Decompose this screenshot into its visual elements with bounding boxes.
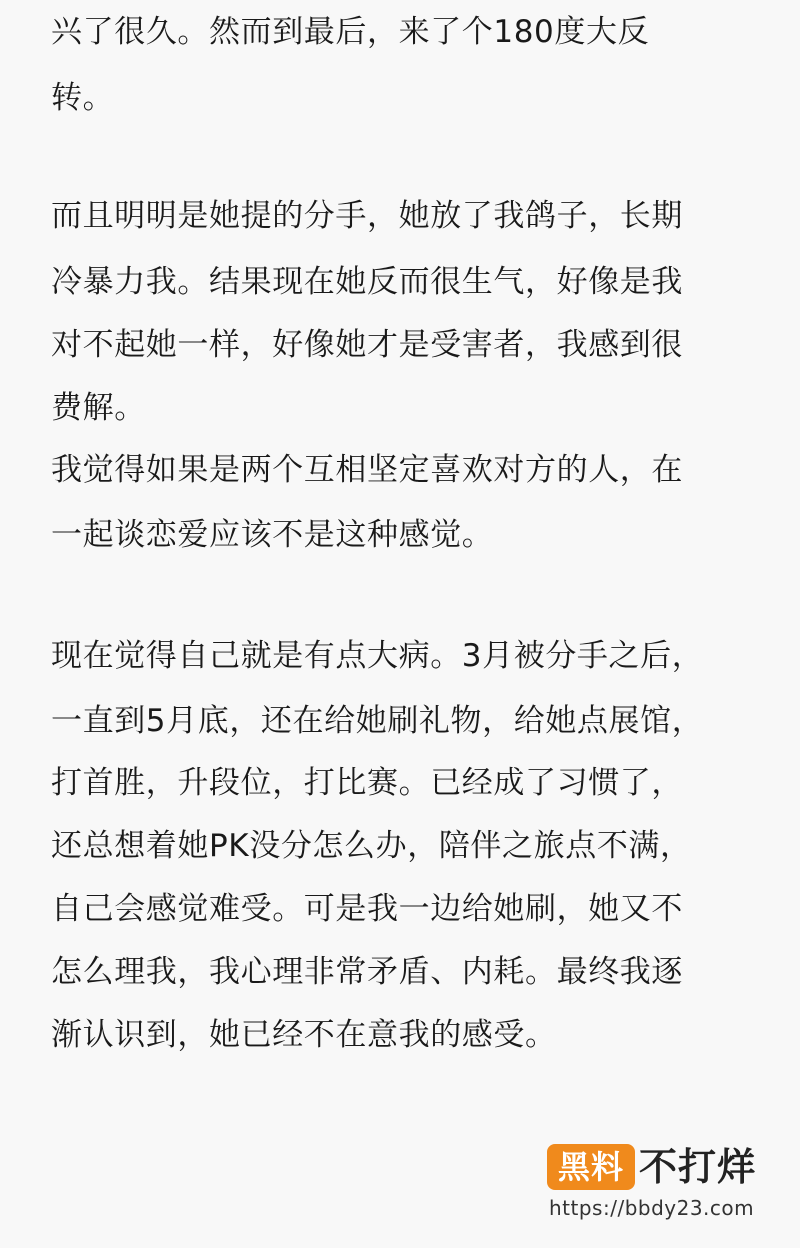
text-line: 冷暴力我。结果现在她反而很生气，好像是我 [51, 264, 683, 300]
text-line: 我觉得如果是两个互相坚定喜欢对方的人，在 [51, 452, 683, 488]
text-line: 自己会感觉难受。可是我一边给她刷，她又不 [51, 891, 683, 927]
watermark-url: https://bbdy23.com [549, 1196, 755, 1220]
site-watermark [545, 1140, 785, 1230]
text-line: 费解。 [51, 390, 146, 426]
text-line: 一直到5月底，还在给她刷礼物，给她点展馆， [51, 703, 704, 739]
text-line: 兴了很久。然而到最后，来了个180度大反 [51, 14, 650, 50]
text-line: 一起谈恋爱应该不是这种感觉。 [51, 517, 494, 553]
text-line: 转。 [51, 80, 115, 116]
text-line: 怎么理我，我心理非常矛盾、内耗。最终我逐 [51, 954, 683, 990]
watermark-badge: 黑料 [547, 1144, 635, 1190]
watermark-name: 不打烊 [639, 1145, 757, 1189]
text-line: 还总想着她PK没分怎么办，陪伴之旅点不满， [51, 828, 692, 864]
text-line: 渐认识到，她已经不在意我的感受。 [51, 1017, 557, 1053]
text-line: 现在觉得自己就是有点大病。3月被分手之后， [51, 638, 704, 674]
text-line: 对不起她一样，好像她才是受害者，我感到很 [51, 327, 683, 363]
text-line: 打首胜，升段位，打比赛。已经成了习惯了， [51, 765, 683, 801]
text-line: 而且明明是她提的分手，她放了我鸽子，长期 [51, 198, 683, 234]
